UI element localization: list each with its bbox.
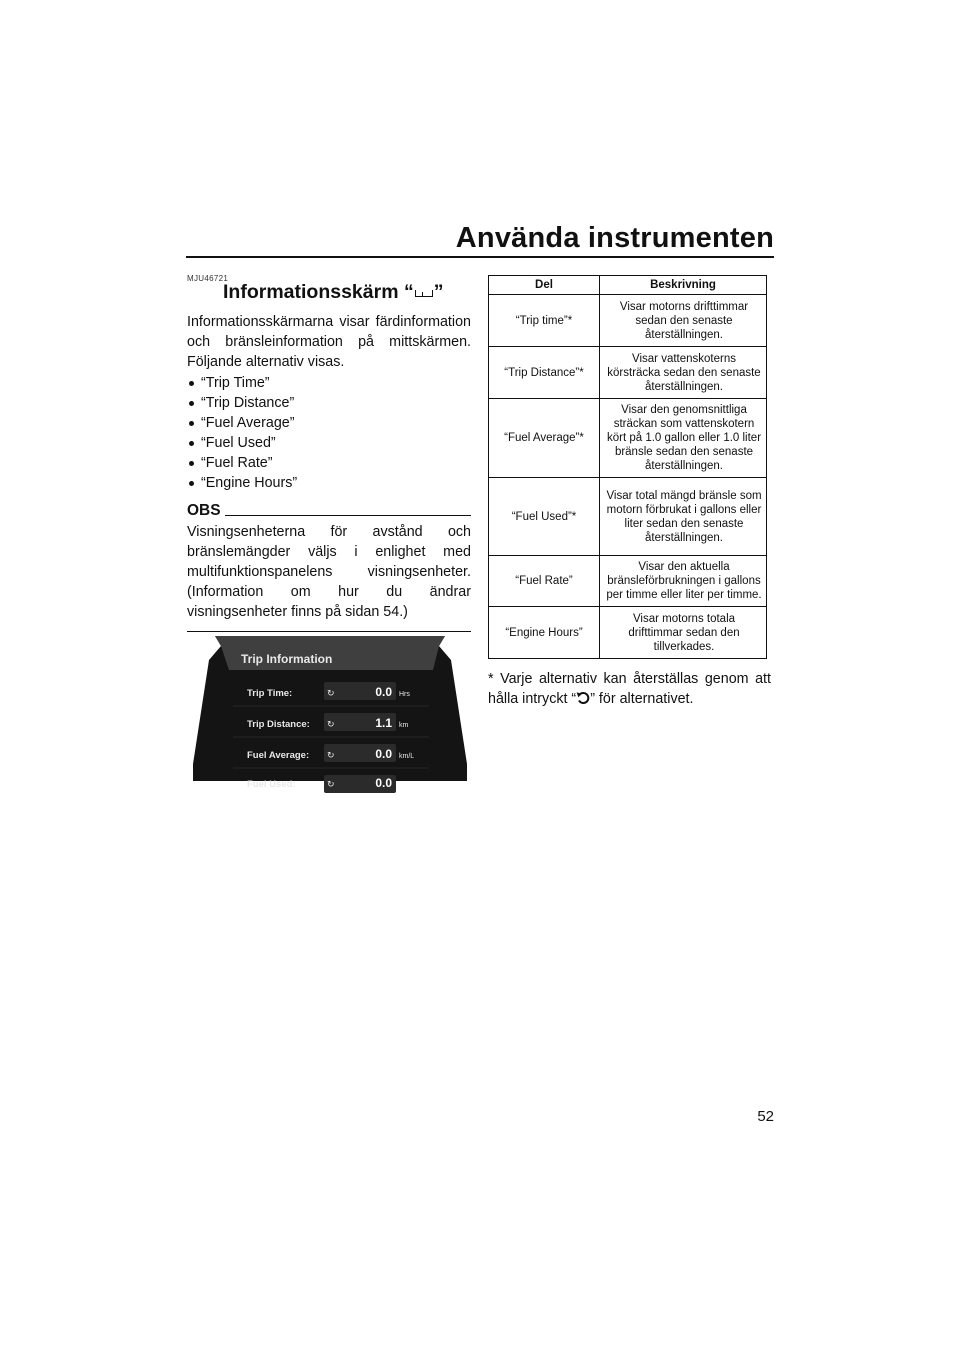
section-code: MJU46721 bbox=[187, 274, 229, 283]
section-heading bbox=[223, 281, 471, 304]
table-header-row bbox=[489, 276, 767, 295]
screen-row-label: Trip Time: bbox=[247, 688, 293, 699]
note-rule bbox=[225, 515, 471, 516]
left-column bbox=[187, 274, 471, 632]
section-heading-prefix: Informationsskärm “ bbox=[223, 281, 414, 303]
table-cell-description: Visar den genomsnittliga sträckan som vattenskotern kört på 1.0 gallon eller 1.0 liter bränsle sedan den senaste återställningen. bbox=[600, 399, 767, 478]
screen-row-value: 0.0 bbox=[375, 776, 392, 790]
list-item: “Engine Hours” bbox=[187, 473, 471, 493]
section-heading-suffix: ” bbox=[433, 281, 444, 303]
note-text: Visningsenheterna för avstånd och bränslemängder väljs i enlighet med multifunktionspanelens visningsenheter. (Information om hur du ändrar visningsenheter finns på sidan 54.) bbox=[187, 524, 471, 620]
screen-row-value: 1.1 bbox=[375, 716, 392, 730]
list-item: “Trip Time” bbox=[187, 373, 471, 393]
table-cell-part: “Fuel Used”* bbox=[489, 478, 600, 556]
table-cell-description: Visar total mängd bränsle som motorn förbrukat i gallons eller liter sedan den senaste återställningen. bbox=[600, 478, 767, 556]
screen-title: Trip Information bbox=[241, 652, 333, 666]
table-cell-description: Visar vattenskoterns körsträcka sedan den senaste återställningen. bbox=[600, 347, 767, 399]
table-row bbox=[489, 478, 767, 556]
table-cell-part: “Fuel Average”* bbox=[489, 399, 600, 478]
note-end-rule bbox=[187, 631, 471, 632]
page-number: 52 bbox=[757, 1108, 774, 1125]
intro-paragraph: Informationsskärmarna visar färdinformation och bränsleinformation på mittskärmen. Följande alternativ visas. bbox=[187, 314, 471, 370]
title-rule bbox=[186, 256, 774, 258]
table-cell-part: “Trip time”* bbox=[489, 295, 600, 347]
table-cell-description: Visar motorns drifttimmar sedan den senaste återställningen. bbox=[600, 295, 767, 347]
table-row bbox=[489, 295, 767, 347]
table-cell-description: Visar den aktuella bränsleförbrukningen i gallons per timme eller liter per timme. bbox=[600, 556, 767, 607]
column-header-description: Beskrivning bbox=[600, 276, 767, 295]
table-cell-part: “Engine Hours” bbox=[489, 607, 600, 659]
reset-icon: ↻ bbox=[327, 689, 335, 699]
footnote-text-before: * Varje alternativ kan återställas genom att hålla intryckt “ bbox=[488, 671, 771, 707]
reset-icon: ↻ bbox=[327, 751, 335, 761]
screen-row-value: 0.0 bbox=[375, 747, 392, 761]
trip-information-screen bbox=[193, 636, 467, 790]
footnote-text-after: ” för alternativet. bbox=[590, 691, 694, 707]
screen-row-label: Trip Distance: bbox=[247, 719, 310, 730]
note-header bbox=[187, 502, 471, 520]
table-cell-part: “Trip Distance”* bbox=[489, 347, 600, 399]
screen-row-unit: km bbox=[399, 722, 409, 729]
reset-footnote bbox=[488, 669, 771, 709]
screen-row-label: Fuel Average: bbox=[247, 750, 310, 761]
screen-row-label: Fuel Used: bbox=[247, 779, 296, 790]
note-label: OBS bbox=[187, 502, 221, 519]
reset-icon: ↻ bbox=[327, 780, 335, 790]
list-item: “Fuel Used” bbox=[187, 433, 471, 453]
table-row bbox=[489, 556, 767, 607]
list-item: “Fuel Rate” bbox=[187, 453, 471, 473]
option-list bbox=[187, 373, 471, 493]
column-header-part: Del bbox=[489, 276, 600, 295]
reset-icon bbox=[576, 690, 590, 705]
reset-icon: ↻ bbox=[327, 720, 335, 730]
screen-row-unit: Hrs bbox=[399, 691, 410, 698]
page-title: Använda instrumenten bbox=[455, 222, 774, 254]
screen-row-unit: km/L bbox=[399, 753, 415, 760]
table-row bbox=[489, 607, 767, 659]
options-table bbox=[488, 275, 767, 659]
list-item: “Fuel Average” bbox=[187, 413, 471, 433]
table-cell-part: “Fuel Rate” bbox=[489, 556, 600, 607]
screen-row-value: 0.0 bbox=[375, 685, 392, 699]
info-screen-icon bbox=[415, 290, 433, 297]
table-row bbox=[489, 347, 767, 399]
table-cell-description: Visar motorns totala drifttimmar sedan den tillverkades. bbox=[600, 607, 767, 659]
table-row bbox=[489, 399, 767, 478]
right-column bbox=[488, 275, 778, 709]
list-item: “Trip Distance” bbox=[187, 393, 471, 413]
